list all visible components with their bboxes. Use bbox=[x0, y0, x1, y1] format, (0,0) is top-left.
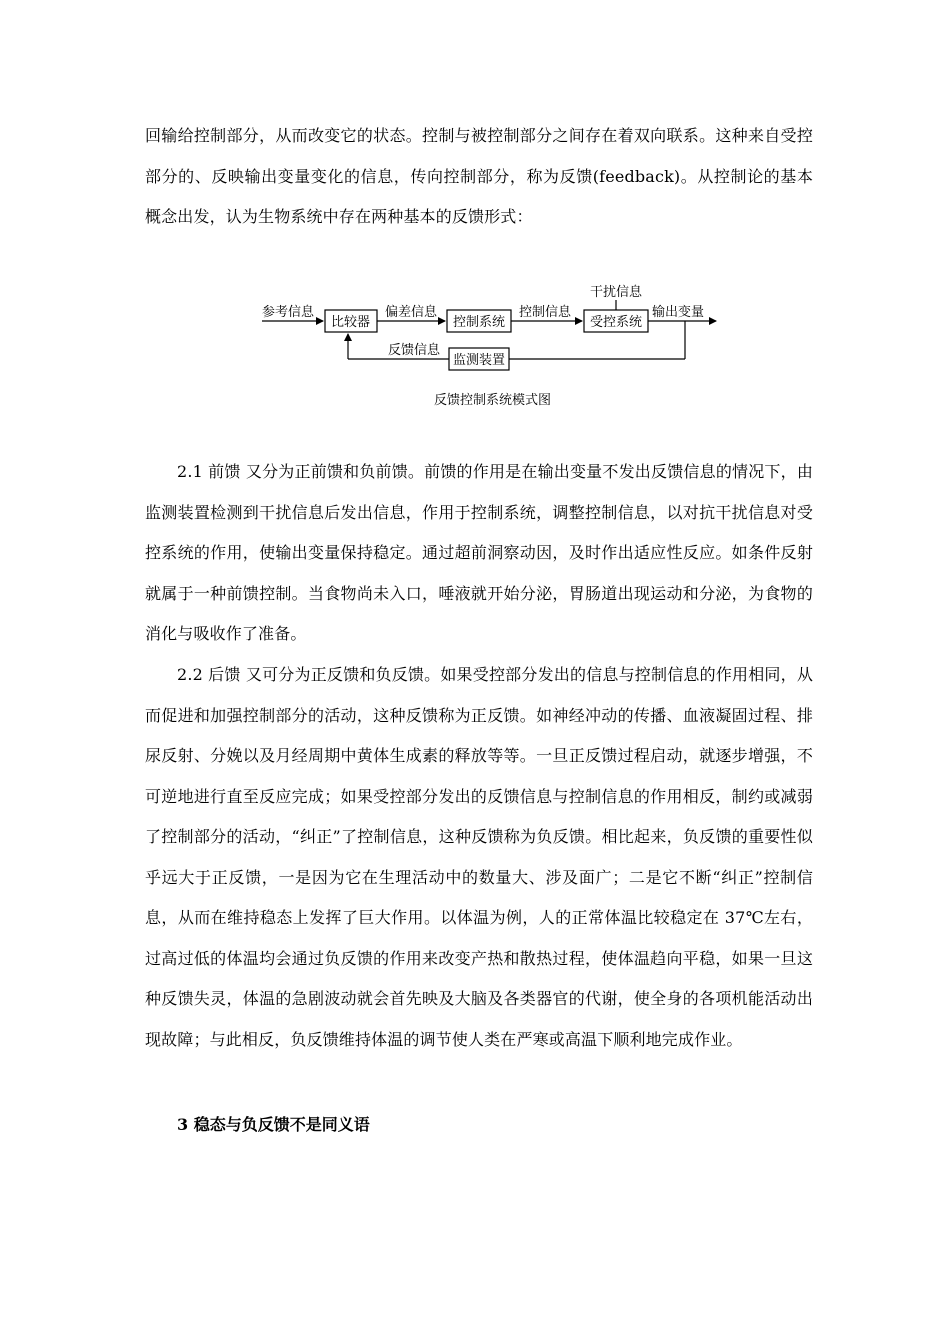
control-label: 控制信息 bbox=[519, 305, 572, 320]
output-label: 输出变量 bbox=[652, 305, 705, 320]
disturbance-label: 干扰信息 bbox=[590, 285, 643, 300]
feedback-control-diagram bbox=[240, 270, 740, 420]
comparator-label: 比较器 bbox=[331, 315, 371, 330]
paragraph-feedback-definition: 回输给控制部分，从而改变它的状态。控制与被控制部分之间存在着双向联系。这种来自受控部分的、反映输出变量变化的信息，传向控制部分，称为反馈(feedback)。从控制论的基本概念出发，认为生物系统中存在两种基本的反馈形式： bbox=[145, 126, 813, 226]
diagram-caption: 反馈控制系统模式图 bbox=[434, 393, 552, 408]
section-heading-3: 3 稳态与负反馈不是同义语 bbox=[177, 1115, 370, 1134]
plant-label: 受控系统 bbox=[590, 315, 643, 330]
monitor-label: 监测装置 bbox=[453, 353, 506, 368]
controller-label: 控制系统 bbox=[453, 315, 506, 330]
paragraph-feedback: 2.2 后馈 又可分为正反馈和负反馈。如果受控部分发出的信息与控制信息的作用相同，从而促进和加强控制部分的活动，这种反馈称为正反馈。如神经冲动的传播、血液凝固过程、排尿反射、分娩以及月经周期中黄体生成素的释放等等。一旦正反馈过程启动，就逐步增强，不可逆地进行直至反应完成；如果受控部分发出的反馈信息与控制信息的作用相反，制约或减弱了控制部分的活动，“纠正”了控制信息，这种反馈称为负反馈。相比起来，负反馈的重要性似乎远大于正反馈，一是因为它在生理活动中的数量大、涉及面广；二是它不断“纠正”控制信息，从而在维持稳态上发挥了巨大作用。以体温为例，人的正常体温比较稳定在 37℃左右，过高过低的体温均会通过负反馈的作用来改变产热和散热过程，使体温趋向平稳，如果一旦这种反馈失灵，体温的急剧波动就会首先映及大脑及各类器官的代谢，使全身的各项机能活动出现故障；与此相反，负反馈维持体温的调节使人类在严寒或高温下顺利地完成作业。 bbox=[145, 665, 813, 1049]
error-label: 偏差信息 bbox=[385, 305, 438, 320]
paragraph-feedforward: 2.1 前馈 又分为正前馈和负前馈。前馈的作用是在输出变量不发出反馈信息的情况下，由监测装置检测到干扰信息后发出信息，作用于控制系统，调整控制信息，以对抗干扰信息对受控系统的作用，使输出变量保持稳定。通过超前洞察动因，及时作出适应性反应。如条件反射就属于一种前馈控制。当食物尚未入口，唾液就开始分泌，胃肠道出现运动和分泌，为食物的消化与吸收作了准备。 bbox=[145, 462, 813, 643]
input-label: 参考信息 bbox=[262, 305, 315, 320]
feedback-label: 反馈信息 bbox=[388, 343, 441, 358]
